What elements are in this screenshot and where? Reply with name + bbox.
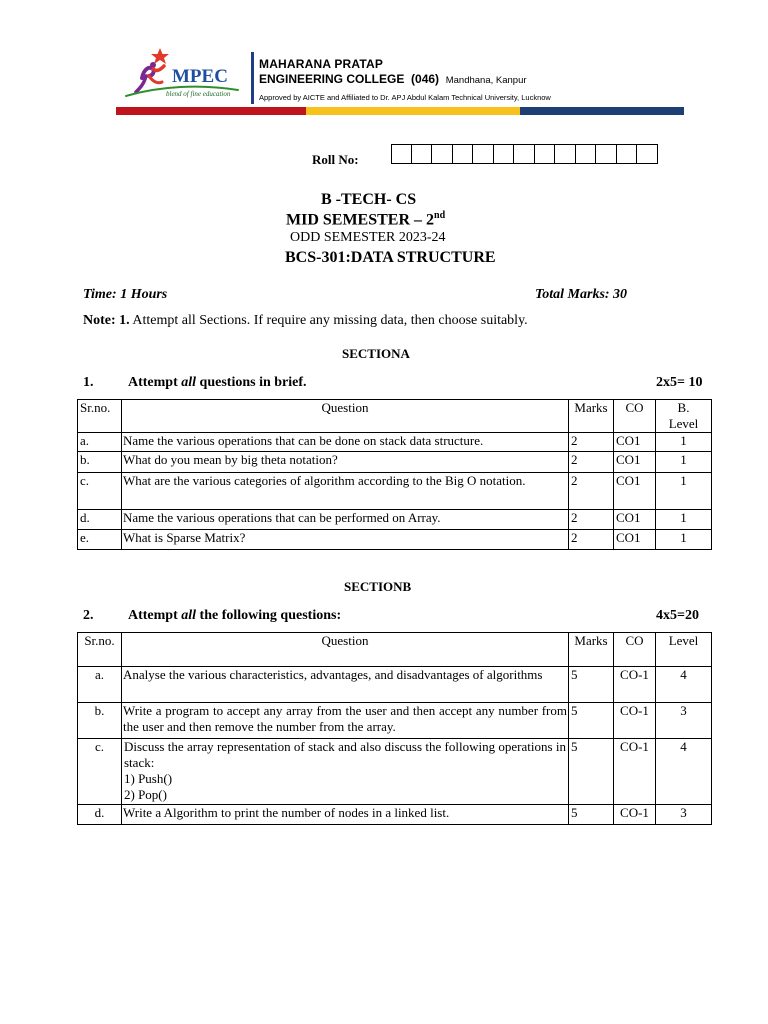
- roll-no-digit-box[interactable]: [412, 144, 433, 164]
- header-co: CO: [614, 400, 656, 433]
- level-line2: Level: [668, 416, 699, 431]
- instruction-pre: Attempt: [128, 375, 182, 390]
- row-level: 1: [656, 473, 712, 510]
- program-title: B -TECH- CS: [321, 191, 417, 208]
- semester-suffix: nd: [434, 210, 446, 221]
- stripe-yellow: [306, 107, 520, 115]
- table-row: [78, 473, 712, 510]
- row-co: CO-1: [614, 703, 656, 739]
- exam-total-marks: Total Marks: 30: [535, 287, 628, 302]
- table-row: [78, 703, 712, 739]
- roll-no-digit-box[interactable]: [576, 144, 597, 164]
- row-marks: 5: [569, 667, 614, 703]
- college-name-line1: MAHARANA PRATAP: [259, 57, 384, 71]
- table-row: [78, 510, 712, 530]
- row-level: 4: [656, 739, 712, 805]
- note-text: Attempt all Sections. If require any missing data, then choose suitably.: [129, 313, 528, 328]
- header-co: CO: [614, 633, 656, 667]
- section-a-table: [77, 399, 712, 550]
- logo-graphic: [120, 46, 250, 102]
- row-marks: 5: [569, 703, 614, 739]
- row-co: CO-1: [614, 667, 656, 703]
- roll-no-digit-box[interactable]: [473, 144, 494, 164]
- instruction-post: questions in brief.: [196, 375, 307, 390]
- row-marks: 2: [569, 510, 614, 530]
- roll-no-digit-box[interactable]: [453, 144, 474, 164]
- row-co: CO1: [614, 510, 656, 530]
- row-srno: a.: [78, 667, 122, 703]
- row-question: Analyse the various characteristics, advantages, and disadvantages of algorithms: [122, 667, 569, 703]
- section-b-marks-scheme: 4x5=20: [656, 608, 699, 623]
- row-co: CO-1: [614, 739, 656, 805]
- semester-title: [286, 210, 445, 229]
- row-co: CO1: [614, 530, 656, 550]
- row-srno: d.: [78, 510, 122, 530]
- row-srno: c.: [78, 739, 122, 805]
- stripe-navy: [520, 107, 684, 115]
- row-srno: a.: [78, 433, 122, 452]
- table-row: [78, 530, 712, 550]
- section-a-instruction: [128, 375, 307, 391]
- header-divider: [251, 52, 254, 104]
- svg-text:MPEC: MPEC: [172, 66, 228, 87]
- roll-no-label: Roll No:: [312, 152, 359, 167]
- row-marks: 2: [569, 473, 614, 510]
- row-marks: 5: [569, 739, 614, 805]
- row-level: 1: [656, 510, 712, 530]
- row-level: 3: [656, 703, 712, 739]
- svg-text:blend of fine education: blend of fine education: [166, 90, 231, 98]
- table-row: [78, 433, 712, 452]
- semester-label: MID SEMESTER – 2: [286, 211, 435, 229]
- row-srno: b.: [78, 452, 122, 473]
- table-header-row: [78, 633, 712, 667]
- row-srno: c.: [78, 473, 122, 510]
- row-marks: 2: [569, 452, 614, 473]
- session-title: ODD SEMESTER 2023-24: [290, 230, 446, 245]
- section-b-qnumber: 2.: [83, 608, 94, 623]
- roll-no-digit-box[interactable]: [432, 144, 453, 164]
- row-co: CO1: [614, 452, 656, 473]
- table-row: [78, 667, 712, 703]
- header-marks: Marks: [569, 633, 614, 667]
- row-question: Write a Algorithm to print the number of nodes in a linked list.: [122, 805, 569, 825]
- list-item: 2) Pop(): [124, 787, 167, 802]
- subject-title: BCS-301:DATA STRUCTURE: [285, 249, 496, 266]
- instruction-post: the following questions:: [196, 608, 342, 623]
- section-a-qnumber: 1.: [83, 375, 94, 390]
- college-location: Mandhana, Kanpur: [445, 75, 527, 86]
- row-level: 1: [656, 452, 712, 473]
- row-level: 4: [656, 667, 712, 703]
- roll-no-digit-box[interactable]: [391, 144, 412, 164]
- roll-no-digit-box[interactable]: [596, 144, 617, 164]
- stripe-red: [116, 107, 306, 115]
- row-question: What do you mean by big theta notation?: [122, 452, 569, 473]
- star-icon: [151, 48, 169, 64]
- header-marks: Marks: [569, 400, 614, 433]
- section-a-marks-scheme: 2x5= 10: [656, 375, 703, 390]
- table-row: [78, 739, 712, 805]
- row-co: CO1: [614, 433, 656, 452]
- row-marks: 2: [569, 433, 614, 452]
- row-marks: 5: [569, 805, 614, 825]
- table-row: [78, 805, 712, 825]
- level-line1: B.: [677, 400, 690, 415]
- row-question: Name the various operations that can be performed on Array.: [122, 510, 569, 530]
- instruction-em: all: [181, 375, 197, 390]
- table-row: [78, 452, 712, 473]
- section-b-table: [77, 632, 712, 825]
- row-co: CO-1: [614, 805, 656, 825]
- roll-no-digit-box[interactable]: [617, 144, 638, 164]
- college-code: (046): [411, 72, 440, 86]
- row-question: Write a program to accept any array from the user and then accept any number from the user and then remove the number from the array.: [122, 703, 569, 739]
- roll-no-digit-box[interactable]: [494, 144, 515, 164]
- section-a-title: SECTIONA: [342, 346, 410, 361]
- section-b-instruction: [128, 608, 341, 624]
- row-srno: e.: [78, 530, 122, 550]
- college-name-text: ENGINEERING COLLEGE: [259, 72, 405, 86]
- instruction-em: all: [181, 608, 197, 623]
- roll-no-digit-box[interactable]: [514, 144, 535, 164]
- header-level: Level: [656, 633, 712, 667]
- exam-note: [83, 313, 528, 329]
- header-question: Question: [122, 633, 569, 667]
- exam-time: Time: 1 Hours: [83, 287, 168, 302]
- row-question: What are the various categories of algorithm according to the Big O notation.: [122, 473, 569, 510]
- table-header-row: [78, 400, 712, 433]
- header-question: Question: [122, 400, 569, 433]
- row-srno: d.: [78, 805, 122, 825]
- roll-no-boxes[interactable]: [391, 144, 658, 164]
- roll-no-digit-box[interactable]: [637, 144, 658, 164]
- section-b-title: SECTIONB: [344, 579, 412, 594]
- college-name-line2: [259, 72, 527, 86]
- note-label: Note: 1.: [83, 313, 130, 328]
- header-srno: Sr.no.: [78, 400, 122, 433]
- instruction-pre: Attempt: [128, 608, 182, 623]
- header-srno: Sr.no.: [78, 633, 122, 667]
- roll-no-digit-box[interactable]: [555, 144, 576, 164]
- row-marks: 2: [569, 530, 614, 550]
- row-level: 1: [656, 433, 712, 452]
- row-question: Discuss the array representation of stack and also discuss the following operations in stack:: [124, 739, 566, 770]
- row-level: 1: [656, 530, 712, 550]
- roll-no-digit-box[interactable]: [535, 144, 556, 164]
- row-question: Name the various operations that can be done on stack data structure.: [122, 433, 569, 452]
- row-question-cell: [122, 739, 569, 805]
- row-question: What is Sparse Matrix?: [122, 530, 569, 550]
- row-co: CO1: [614, 473, 656, 510]
- college-logo: [120, 46, 250, 102]
- row-srno: b.: [78, 703, 122, 739]
- row-level: 3: [656, 805, 712, 825]
- list-item: 1) Push(): [124, 771, 173, 786]
- approval-text: Approved by AICTE and Affiliated to Dr. APJ Abdul Kalam Technical University, Lucknow: [259, 93, 551, 102]
- header-level: [656, 400, 712, 433]
